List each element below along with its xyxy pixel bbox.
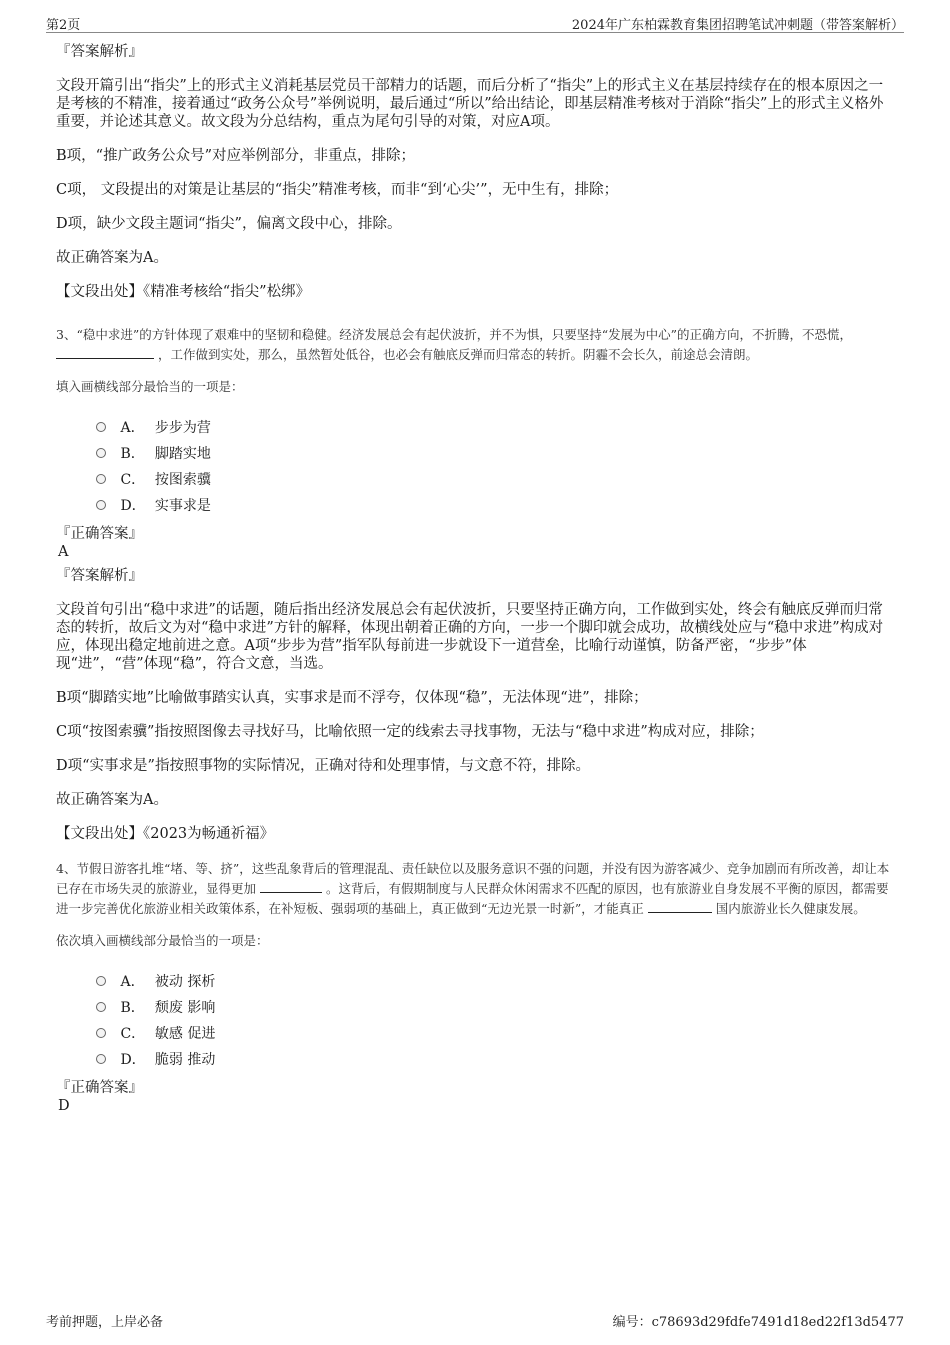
document-code: 编号：c78693d29fdfe7491d18ed22f13d5477 bbox=[612, 1315, 904, 1330]
option-letter: B． bbox=[120, 1000, 145, 1016]
q3-stem-after: ，工作做到实处，那么，虽然暂处低谷，也必会有触底反弹而归常态的转折。阴霾不会长久，前途总会清朗。 bbox=[157, 347, 758, 362]
option-text: 按图索骥 bbox=[154, 472, 211, 488]
q3-options bbox=[96, 415, 890, 519]
q4-options bbox=[96, 969, 890, 1073]
q3-correct-label: 『正确答案』 bbox=[56, 526, 143, 542]
page-number: 第2页 bbox=[46, 18, 81, 33]
q4-option-c[interactable] bbox=[96, 1021, 890, 1047]
q3-instruction: 填入画横线部分最恰当的一项是： bbox=[56, 379, 244, 394]
q4-blank-1 bbox=[260, 880, 322, 893]
radio-icon[interactable] bbox=[96, 474, 106, 484]
q3-source: 【文段出处】《2023为畅通祈福》 bbox=[56, 826, 275, 842]
q4-option-b[interactable] bbox=[96, 995, 890, 1021]
q3-option-c[interactable] bbox=[96, 467, 890, 493]
option-letter: A． bbox=[120, 974, 145, 990]
q4-stem-part-3: 国内旅游业长久健康发展。 bbox=[715, 901, 866, 916]
q2-analysis-label: 『答案解析』 bbox=[56, 44, 143, 60]
option-text: 实事求是 bbox=[154, 498, 211, 514]
q3-analysis-label: 『答案解析』 bbox=[56, 568, 143, 584]
option-text: 敏感 促进 bbox=[154, 1026, 216, 1042]
radio-icon[interactable] bbox=[96, 500, 106, 510]
q3-analysis-text: 文段首句引出“稳中求进”的话题，随后指出经济发展总会有起伏波折，只要坚持正确方向，工作做到实处，终会有触底反弹而归常态的转折，故后文为对“稳中求进”方针的解释，体现出朝着正确的方向，一步一个脚印就会成功，故横线处应与“稳中求进”构成对应，体现出稳定地前进之意。A项“步步为营”指军队每前进一步就设下一道营垒，比喻行动谨慎，防备严密，“步步”体现“进”，“营”体现“稳”，符合文意，当选。 bbox=[56, 602, 884, 672]
q4-blank-2 bbox=[648, 900, 712, 913]
option-text: 颓废 影响 bbox=[154, 1000, 216, 1016]
q4-stem-part-1: 4、节假日游客扎堆“堵、等、挤”，这些乱象背后的管理混乱、责任缺位以及服务意识不强的问题，并没有因为游客减少、竞争加剧而有所改善，却让本已存在市场失灵的旅游业，显得更加 bbox=[56, 861, 890, 896]
radio-icon[interactable] bbox=[96, 1054, 106, 1064]
q4-correct-answer: D bbox=[58, 1098, 70, 1114]
q2-option-c-explain: C项， 文段提出的对策是让基层的“指尖”精准考核，而非“到‘心尖’”，无中生有，排除； bbox=[56, 182, 619, 198]
q4-stem-part-2: 。这背后，有假期制度与人民群众休闲需求不匹配的原因，也有旅游业自身发展不平衡的原因，都需要进一步完善优化旅游业相关政策体系，在补短板、强弱项的基础上，真正做到“无边光景一时新”，才能真正 bbox=[56, 881, 889, 916]
q3-option-b-explain: B项“脚踏实地”比喻做事踏实认真，实事求是而不浮夸，仅体现“稳”，无法体现“进”，排除； bbox=[56, 690, 648, 706]
page-content bbox=[56, 43, 890, 1115]
option-letter: D． bbox=[120, 1052, 146, 1068]
q2-conclusion: 故正确答案为A。 bbox=[56, 250, 168, 266]
q3-conclusion: 故正确答案为A。 bbox=[56, 792, 168, 808]
option-text: 脆弱 推动 bbox=[154, 1052, 216, 1068]
q3-stem bbox=[56, 325, 890, 365]
q2-option-b-explain: B项，“推广政务公众号”对应举例部分，非重点，排除； bbox=[56, 148, 415, 164]
option-letter: D． bbox=[120, 498, 146, 514]
footer-slogan: 考前押题，上岸必备 bbox=[46, 1315, 164, 1330]
q2-source: 【文段出处】《精准考核给“指尖”松绑》 bbox=[56, 284, 311, 300]
option-text: 被动 探析 bbox=[154, 974, 216, 990]
option-letter: C． bbox=[120, 1026, 146, 1042]
q3-option-b[interactable] bbox=[96, 441, 890, 467]
q4-correct-label: 『正确答案』 bbox=[56, 1080, 143, 1096]
q3-blank bbox=[56, 346, 154, 359]
radio-icon[interactable] bbox=[96, 422, 106, 432]
radio-icon[interactable] bbox=[96, 976, 106, 986]
radio-icon[interactable] bbox=[96, 1002, 106, 1012]
q2-analysis-text: 文段开篇引出“指尖”上的形式主义消耗基层党员干部精力的话题，而后分析了“指尖”上的形式主义在基层持续存在的根本原因之一是考核的不精准，接着通过“政务公众号”举例说明，最后通过“所以”给出结论，即基层精准考核对于消除“指尖”上的形式主义格外重要，并论述其意义。故文段为分总结构，重点为尾句引导的对策，对应A项。 bbox=[56, 78, 884, 130]
q4-option-a[interactable] bbox=[96, 969, 890, 995]
option-text: 脚踏实地 bbox=[154, 446, 211, 462]
radio-icon[interactable] bbox=[96, 448, 106, 458]
document-title: 2024年广东柏霖教育集团招聘笔试冲刺题（带答案解析） bbox=[571, 18, 904, 33]
q4-stem bbox=[56, 859, 890, 919]
page-footer bbox=[46, 1311, 904, 1331]
q3-option-d[interactable] bbox=[96, 493, 890, 519]
q3-option-d-explain: D项“实事求是”指按照事物的实际情况，正确对待和处理事情，与文意不符，排除。 bbox=[56, 758, 590, 774]
option-letter: A． bbox=[120, 420, 145, 436]
q4-instruction: 依次填入画横线部分最恰当的一项是： bbox=[56, 933, 269, 948]
page-header bbox=[46, 10, 904, 33]
q3-correct-answer: A bbox=[58, 544, 69, 560]
q2-option-d-explain: D项，缺少文段主题词“指尖”，偏离文段中心，排除。 bbox=[56, 216, 402, 232]
option-text: 步步为营 bbox=[154, 420, 211, 436]
option-letter: C． bbox=[120, 472, 146, 488]
q3-option-c-explain: C项“按图索骥”指按照图像去寻找好马，比喻依照一定的线索去寻找事物，无法与“稳中求进”构成对应，排除； bbox=[56, 724, 764, 740]
q3-stem-before: 3、“稳中求进”的方针体现了艰难中的坚韧和稳健。经济发展总会有起伏波折，并不为惧，只要坚持“发展为中心”的正确方向，不折腾，不恐慌， bbox=[56, 327, 853, 342]
q3-option-a[interactable] bbox=[96, 415, 890, 441]
option-letter: B． bbox=[120, 446, 145, 462]
radio-icon[interactable] bbox=[96, 1028, 106, 1038]
q4-option-d[interactable] bbox=[96, 1047, 890, 1073]
